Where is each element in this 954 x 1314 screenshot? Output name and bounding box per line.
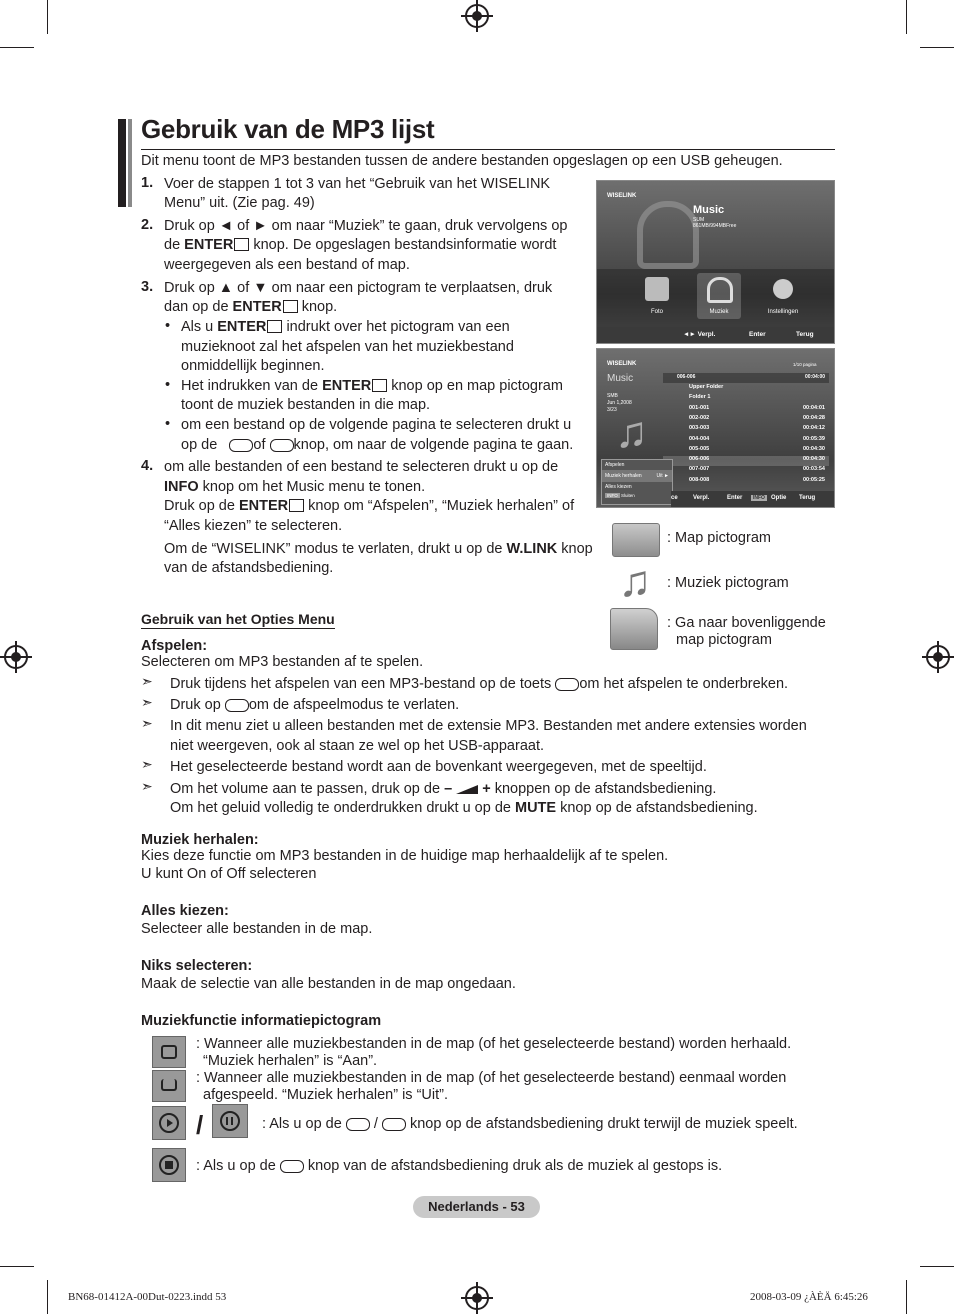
- herhalen-text: U kunt On of Off selecteren: [141, 866, 317, 882]
- gear-icon[interactable]: [773, 279, 793, 299]
- nav-move: Verpl.: [693, 495, 710, 501]
- print-date-info: 2008-03-09 ¿ÀÈÄ 6:45:26: [750, 1291, 868, 1303]
- menu-alles[interactable]: Alles kiezen: [605, 484, 632, 490]
- legend-upper-folder: map pictogram: [676, 632, 772, 648]
- legend-muziek: : Muziek pictogram: [667, 575, 789, 591]
- bullet: •: [165, 377, 171, 393]
- page-number-badge: Nederlands - 53: [413, 1196, 540, 1218]
- music-main-screenshot: [596, 180, 835, 344]
- nav-fragment: ce: [671, 495, 678, 501]
- registration-mark-icon: [465, 4, 489, 28]
- note-1: Druk tijdens het afspelen van een MP3-bestand op de toets om het afspelen te onderbreken.: [170, 676, 789, 692]
- step-4-line: INFO knop om het Music menu te tonen.: [164, 479, 426, 495]
- options-heading: Gebruik van het Opties Menu: [141, 611, 335, 627]
- file-name: 004-004: [689, 435, 710, 442]
- afspelen-heading: Afspelen:: [141, 638, 208, 654]
- file-name: 002-002: [689, 414, 710, 421]
- file-count: 3/23: [607, 407, 617, 413]
- file-name: 001-001: [689, 404, 710, 411]
- info-stop: : Als u op de knop van de afstandsbediening druk als de muziek al gestops is.: [196, 1158, 723, 1174]
- music-list-screenshot: [596, 348, 835, 508]
- note-3: niet weergeven, ook al staan ze wel op het USB-apparaat.: [170, 738, 545, 754]
- title-bar-dark: [118, 119, 126, 207]
- legend-map: : Map pictogram: [667, 530, 771, 546]
- registration-mark-icon: [465, 1286, 489, 1310]
- afspelen-text: Selecteren om MP3 bestanden af te spelen.: [141, 654, 424, 670]
- file-name: 003-003: [689, 425, 710, 432]
- info-badge: INFO: [753, 495, 765, 501]
- foto-label: Foto: [650, 309, 663, 315]
- repeat-off-icon: [152, 1070, 186, 1102]
- nav-back: Terug: [796, 331, 814, 338]
- file-row[interactable]: [663, 446, 829, 456]
- herhalen-text: Kies deze functie om MP3 bestanden in de huidige map herhaaldelijk af te spelen.: [141, 848, 669, 864]
- wiselink-logo: WISELINK: [607, 361, 637, 367]
- step-number: 2.: [141, 217, 154, 233]
- upper-folder-icon: [610, 608, 658, 650]
- now-playing-name: 006-006: [677, 374, 696, 380]
- file-row[interactable]: [663, 436, 829, 446]
- device-date: Jun 1,2008: [607, 400, 632, 406]
- note-4: Het geselecteerde bestand wordt aan de bovenkant weergegeven, met de speeltijd.: [170, 759, 707, 775]
- file-name: Folder 1: [689, 394, 711, 401]
- headphones-icon: [707, 277, 733, 303]
- foto-icon[interactable]: [645, 277, 669, 301]
- bullet-1-line: muzieknoot zal het afspelen van het muziekbestand: [181, 339, 514, 355]
- bullet: •: [165, 318, 171, 334]
- bullet-3-line: op de of knop, om naar de volgende pagina te gaan.: [181, 437, 574, 453]
- nav-enter: Enter: [727, 495, 743, 501]
- repeat-on-icon: [152, 1036, 186, 1068]
- step-number: 3.: [141, 279, 154, 295]
- note-arrow-icon: ➣: [141, 715, 153, 731]
- file-name: 006-006: [689, 456, 710, 463]
- crop-mark: [920, 47, 954, 48]
- step-3-line: Druk op ▲ of ▼ om naar een pictogram te verplaatsen, druk: [164, 280, 553, 296]
- screen-title: Music: [693, 204, 725, 216]
- step-4-line: “Alles kiezen” te selecteren.: [164, 518, 343, 534]
- alles-heading: Alles kiezen:: [141, 903, 229, 919]
- info-repeat-on: “Muziek herhalen” is “Aan”.: [203, 1053, 378, 1069]
- info-heading: Muziekfunctie informatiepictogram: [141, 1013, 382, 1029]
- info-badge: INFO: [607, 493, 618, 498]
- pause-button-icon: [555, 678, 579, 691]
- file-list: [663, 384, 829, 490]
- bullet-1-line: onmiddellijk beginnen.: [181, 358, 325, 374]
- stop-button-icon: [225, 699, 249, 712]
- now-playing-time: 00:04:00: [805, 374, 826, 380]
- step-4-line: Druk op de ENTER knop om “Afspelen”, “Muziek herhalen” of: [164, 498, 575, 514]
- storage-info: 861MB/994MBFree: [693, 223, 737, 229]
- file-name: 007-007: [689, 466, 710, 473]
- stop-button-icon: [280, 1160, 304, 1173]
- registration-mark-icon: [926, 645, 950, 669]
- info-repeat-off: : Wanneer alle muziekbestanden in de map (of het geselecteerde bestand) eenmaal worden: [196, 1070, 787, 1086]
- file-row[interactable]: [663, 456, 829, 466]
- step-number: 4.: [141, 458, 154, 474]
- alles-text: Selecteer alle bestanden in de map.: [141, 921, 373, 937]
- music-note-icon: ♫: [615, 408, 648, 457]
- enter-icon: [234, 238, 249, 251]
- note-5: Om het geluid volledig te onderdrukken drukt u op de MUTE knop op de afstandsbediening.: [170, 800, 758, 816]
- file-row[interactable]: [663, 394, 829, 404]
- pause-button-icon: [382, 1118, 406, 1131]
- bullet-2-line: toont de muziek bestanden in die map.: [181, 397, 431, 413]
- menu-herhalen[interactable]: [602, 471, 672, 482]
- print-file-info: BN68-01412A-00Dut-0223.indd 53: [68, 1291, 227, 1303]
- step-2-line: Druk op ◄ of ► om naar “Muziek” te gaan, druk vervolgens op: [164, 218, 568, 234]
- wiselink-logo: WISELINK: [607, 193, 637, 199]
- headphones-icon: [637, 201, 699, 269]
- play-icon: [152, 1106, 186, 1140]
- crop-mark: [0, 47, 34, 48]
- step-4-line: om alle bestanden of een bestand te selecteren drukt u op de: [164, 459, 559, 475]
- crop-mark: [47, 0, 48, 34]
- page-title: Gebruik van de MP3 lijst: [141, 114, 435, 144]
- file-time: 00:05:39: [802, 435, 825, 442]
- step-2-line: weergegeven als een bestand of map.: [164, 257, 410, 273]
- crop-mark: [920, 1266, 954, 1267]
- file-row[interactable]: [663, 415, 829, 425]
- file-row[interactable]: [663, 477, 829, 487]
- file-time: 00:04:30: [802, 445, 825, 452]
- pause-icon: [212, 1104, 248, 1138]
- registration-mark-icon: [4, 645, 28, 669]
- intro-text: Dit menu toont de MP3 bestanden tussen de andere bestanden opgeslagen op een USB geheugen.: [141, 153, 783, 169]
- page-indicator: 1/10 pagina: [793, 362, 817, 367]
- nav-back: Terug: [799, 495, 816, 501]
- file-name: Upper Folder: [689, 384, 724, 390]
- step-4-line: Om de “WISELINK” modus te verlaten, drukt u op de W.LINK knop: [164, 541, 593, 557]
- info-repeat-on: : Wanneer alle muziekbestanden in de map (of het geselecteerde bestand) worden herhaald.: [196, 1036, 792, 1052]
- enter-icon: [372, 379, 387, 392]
- instellingen-label: Instellingen: [767, 309, 799, 315]
- crop-mark: [906, 0, 907, 34]
- note-arrow-icon: ➣: [141, 673, 153, 689]
- slash-separator: /: [196, 1110, 204, 1140]
- file-row[interactable]: [663, 405, 829, 415]
- step-4-line: van de afstandsbediening.: [164, 560, 334, 576]
- folder-icon: [612, 523, 660, 557]
- screen-title: Music: [607, 373, 634, 384]
- file-name: 008-008: [689, 476, 710, 483]
- file-time: 00:05:25: [802, 476, 825, 483]
- menu-herhalen-value: Uit ►: [656, 473, 669, 479]
- step-3-line: dan op de ENTER knop.: [164, 299, 338, 315]
- file-time: 00:04:01: [802, 404, 825, 411]
- device-name: SUM: [693, 217, 705, 223]
- nav-enter: Enter: [749, 331, 766, 338]
- enter-icon: [267, 320, 282, 333]
- volume-icon: [456, 785, 478, 794]
- note-arrow-icon: ➣: [141, 778, 153, 794]
- menu-herhalen-label: Muziek herhalen: [605, 473, 642, 479]
- herhalen-heading: Muziek herhalen:: [141, 832, 259, 848]
- legend-upper-folder: : Ga naar bovenliggende: [667, 615, 826, 631]
- step-1-line: Menu” uit. (Zie pag. 49): [164, 195, 315, 211]
- title-bar-light: [128, 119, 132, 207]
- bullet-2-line: Het indrukken van de ENTER knop op en map pictogram: [181, 378, 563, 394]
- note-2: Druk op om de afspeelmodus te verlaten.: [170, 697, 460, 713]
- title-rule: [141, 149, 835, 150]
- device-name: SMB: [607, 393, 618, 399]
- file-time: 00:03:54: [802, 466, 825, 473]
- rewind-button-icon: [229, 439, 253, 452]
- info-play-pause: : Als u op de / knop op de afstandsbediening drukt terwijl de muziek speelt.: [262, 1116, 798, 1132]
- bullet: •: [165, 416, 171, 432]
- file-row[interactable]: [663, 466, 829, 476]
- bullet-1-line: Als u ENTER indrukt over het pictogram van een: [181, 319, 510, 335]
- bullet-3-line: om een bestand op de volgende pagina te selecteren drukt u: [181, 417, 572, 433]
- step-number: 1.: [141, 175, 154, 191]
- crop-mark: [47, 1280, 48, 1314]
- crop-mark: [0, 1266, 34, 1267]
- note-5: Om het volume aan te passen, druk op de – + knoppen op de afstandsbediening.: [170, 781, 717, 797]
- menu-afspelen[interactable]: Afspelen: [602, 460, 672, 471]
- music-note-icon: ♫: [618, 557, 652, 606]
- fast-forward-button-icon: [270, 439, 294, 452]
- options-popup: [601, 459, 673, 505]
- play-button-icon: [346, 1118, 370, 1131]
- file-time: 00:04:30: [802, 456, 825, 463]
- niks-text: Maak de selectie van alle bestanden in de map ongedaan.: [141, 976, 516, 992]
- file-name: 005-005: [689, 445, 710, 452]
- file-time: 00:04:12: [802, 425, 825, 432]
- file-row[interactable]: [663, 425, 829, 435]
- nav-optie: Optie: [771, 495, 787, 501]
- muziek-label: Muziek: [709, 309, 729, 315]
- niks-heading: Niks selecteren:: [141, 958, 253, 974]
- step-2-line: de ENTER knop. De opgeslagen bestandsinformatie wordt: [164, 237, 557, 253]
- enter-icon: [283, 300, 298, 313]
- file-time: 00:04:28: [802, 414, 825, 421]
- enter-icon: [289, 499, 304, 512]
- note-arrow-icon: ➣: [141, 694, 153, 710]
- file-row[interactable]: [663, 384, 829, 394]
- nav-move: ◄► Verpl.: [683, 331, 716, 338]
- crop-mark: [906, 1280, 907, 1314]
- menu-sluiten[interactable]: Sluiten: [621, 493, 635, 498]
- stop-icon: [152, 1148, 186, 1182]
- info-repeat-off: afgespeeld. “Muziek herhalen” is “Uit”.: [203, 1087, 448, 1103]
- note-arrow-icon: ➣: [141, 756, 153, 772]
- step-1-line: Voer de stappen 1 tot 3 van het “Gebruik van het WISELINK: [164, 176, 551, 192]
- note-3: In dit menu ziet u alleen bestanden met de extensie MP3. Bestanden met andere extensies worden: [170, 718, 807, 734]
